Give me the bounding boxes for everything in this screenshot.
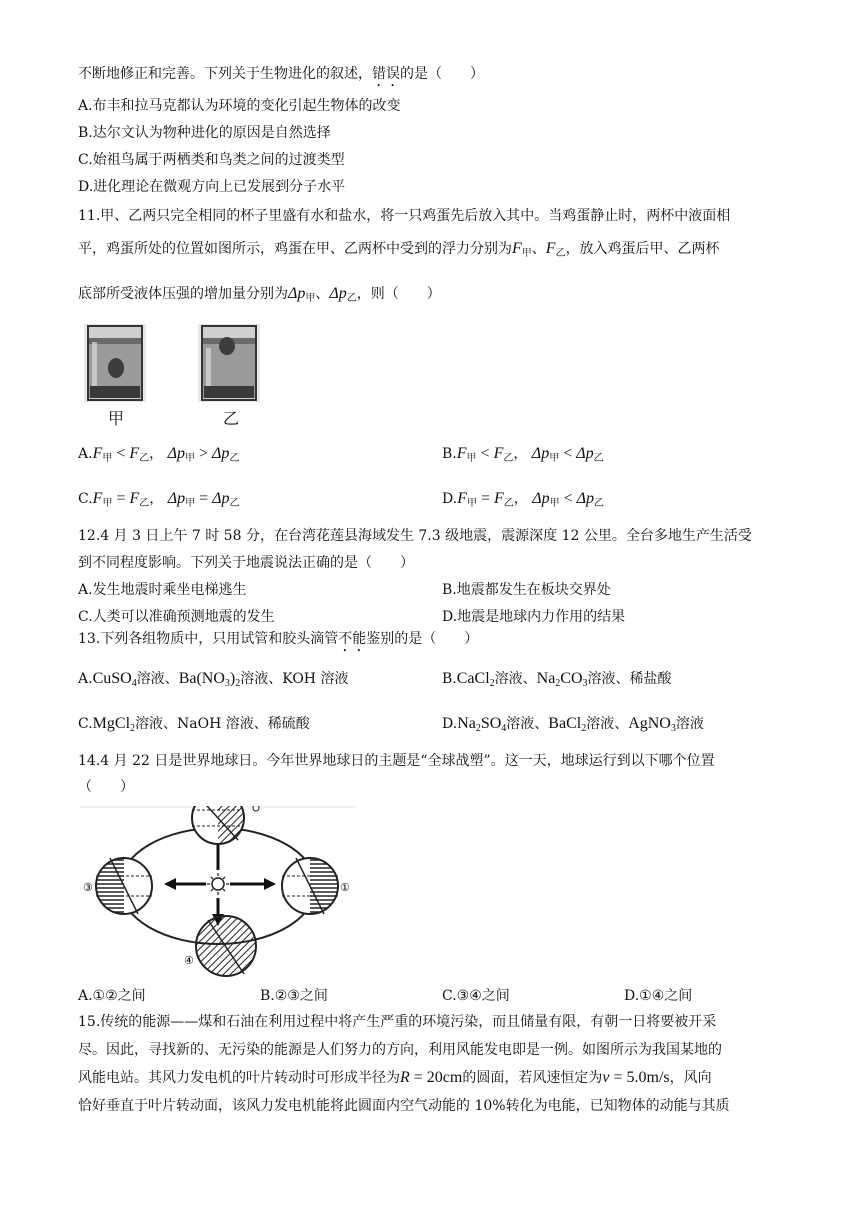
- q10-option-c[interactable]: C.始祖鸟属于两栖类和鸟类之间的过渡类型: [78, 152, 345, 168]
- q13-option-d[interactable]: $D.Na_2SO_4$溶液、BaCl$_2$溶液、AgNO$_3$溶液: [442, 715, 704, 734]
- q11-stem-line2: 平，鸡蛋所处的位置如图所示，鸡蛋在甲、乙两杯中受到的浮力分别为$F_甲$、$F_乙$，放入鸡蛋后甲、乙两杯: [78, 240, 720, 259]
- q14-option-d[interactable]: D.①④之间: [624, 988, 693, 1004]
- q14-earth-orbit-figure: [80, 806, 355, 981]
- q15-stem-line4: 恰好垂直于叶片转动面，该风力发电机能将此圆面内空气动能的 10%转化为电能，已知物体的动能与其质: [78, 1098, 730, 1114]
- q15-stem-line2: 尽。因此，寻找新的、无污染的能源是人们努力的方向，利用风能发电即是一例。如图所示为我国某地的: [78, 1042, 722, 1058]
- q10-stem: 不断地修正和完善。下列关于生物进化的叙述，错误的是（ ）: [78, 66, 484, 82]
- q11-stem-line3: 底部所受液体压强的增加量分别为$\Delta p_甲$、$\Delta p_乙$，则（ ）: [78, 285, 441, 304]
- q12-option-d[interactable]: D.地震是地球内力作用的结果: [442, 609, 626, 625]
- sun-icon: [212, 878, 224, 890]
- q14-stem-line1: 14.4 月 22 日是世界地球日。今年世界地球日的主题是“全球战塑”。这一天，地球运行到以下哪个位置: [78, 753, 715, 769]
- q13-stem: 13.下列各组物质中，只用试管和胶头滴管不能鉴别的是（ ）: [78, 631, 479, 647]
- q11-option-b[interactable]: $B.F_甲 < F_乙$， $\Delta p_甲 < \Delta p_乙$: [442, 445, 604, 464]
- q12-option-b[interactable]: B.地震都发生在板块交界处: [442, 582, 611, 598]
- q14-option-a[interactable]: A.①②之间: [78, 988, 146, 1004]
- q10-option-d[interactable]: D.进化理论在微观方向上已发展到分子水平: [78, 179, 346, 195]
- q13-option-b[interactable]: B.CaCl$_2$溶液、$Na_2CO_3$溶液、稀盐酸: [442, 670, 672, 689]
- q15-stem-line3: 风能电站。其风力发电机的叶片转动时可形成半径为R = 20cm的圆面，若风速恒定为v = 5.0m/s，风向: [78, 1069, 712, 1086]
- q11-stem-line1: 11.甲、乙两只完全相同的杯子里盛有水和盐水，将一只鸡蛋先后放入其中。当鸡蛋静止时，两杯中液面相: [78, 208, 731, 224]
- q12-option-c[interactable]: C.人类可以准确预测地震的发生: [78, 609, 275, 625]
- q12-stem-line2: 到不同程度影响。下列关于地震说法正确的是（ ）: [78, 555, 414, 571]
- q14-option-c[interactable]: C.③④之间: [442, 988, 510, 1004]
- q15-stem-line1: 15.传统的能源——煤和石油在利用过程中将产生严重的环境污染，而且储量有限，有朝一日将要被开采: [78, 1014, 717, 1030]
- svg-text:③: ③: [83, 881, 93, 894]
- q11-cup-label-jia: 甲: [108, 409, 125, 428]
- q11-option-d[interactable]: $D.F_甲 = F_乙$， $\Delta p_甲 < \Delta p_乙$: [442, 490, 605, 509]
- q11-option-a[interactable]: $A.F_甲 < F_乙$， $\Delta p_甲 > \Delta p_乙$: [78, 445, 240, 464]
- q14-stem-line2: （ ）: [78, 779, 134, 795]
- q10-option-a[interactable]: A.布丰和拉马克都认为环境的变化引起生物体的改变: [78, 98, 401, 114]
- q13-option-a[interactable]: A.CuSO$_4$溶液、$Ba(NO_3)_2$溶液、KOH 溶液: [78, 670, 349, 689]
- svg-text:④: ④: [184, 954, 194, 967]
- q11-option-c[interactable]: $C.F_甲 = F_乙$， $\Delta p_甲 = \Delta p_乙$: [78, 490, 240, 509]
- svg-text:①: ①: [340, 881, 350, 894]
- q12-stem-line1: 12.4 月 3 日上午 7 时 58 分，在台湾花莲县海域发生 7.3 级地震，震源深度 12 公里。全台多地生产生活受: [78, 528, 752, 544]
- q11-cup-label-yi: 乙: [223, 409, 240, 428]
- q13-option-c[interactable]: C.MgCl$_2$溶液、NaOH 溶液、稀硫酸: [78, 715, 310, 734]
- q11-egg-cups-figure: [80, 322, 270, 406]
- q12-option-a[interactable]: A.发生地震时乘坐电梯逃生: [78, 582, 247, 598]
- q14-option-b[interactable]: B.②③之间: [260, 988, 328, 1004]
- q10-option-b[interactable]: B.达尔文认为物种进化的原因是自然选择: [78, 125, 331, 141]
